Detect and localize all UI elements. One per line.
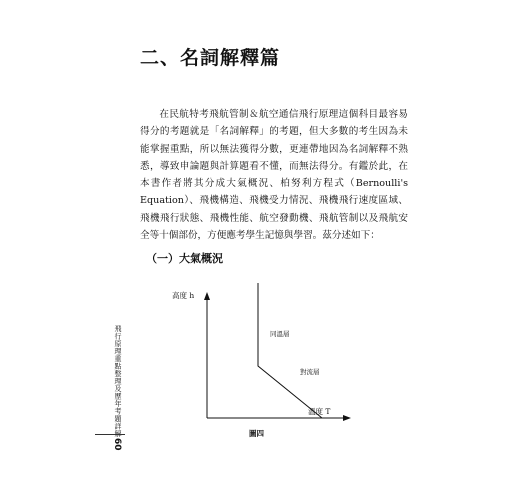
intro-line-5: 者將其分成大氣概況、柏努利方程式（Bernoulli's Equation）、飛 [140,178,409,207]
temperature-profile-curve [258,283,322,418]
intro-line-6: 機構造、飛機受力情況、飛機飛行速度區域、飛機飛行狀態、 [140,195,409,224]
x-axis-arrowhead [343,415,351,421]
running-head: 飛行原理重點整理及歷年考題詳解 [114,325,122,438]
lower-layer-label: 對流層 [300,368,320,376]
intro-line-1: 在民航特考飛航管制＆航空通信飛行原理這個科目最容易 [159,109,408,120]
atmosphere-diagram [160,278,360,428]
page-number: 60 [112,438,122,451]
intro-line-3: 掌握重點，所以無法獲得分數，更連帶地因為名詞解釋不熟悉， [140,143,409,172]
intro-line-2: 得分的考題就是「名詞解釋」的考題，但大多數的考生因為未能 [140,126,408,155]
intro-line-7: 飛機性能、航空發動機、飛航管制以及飛航安全等十個部份， [140,212,409,242]
intro-paragraph [140,106,408,244]
figure-caption: 圖四 [249,429,264,438]
margin-divider [95,434,125,435]
y-axis-label: 高度 h [172,291,195,300]
intro-line-4: 導致申論題與計算題看不懂，而無法得分。有鑑於此，在本書作 [140,160,409,190]
y-axis-arrowhead [204,292,210,300]
chapter-title: 二、名詞解釋篇 [140,47,281,69]
x-axis-label: 溫度 T [308,407,331,416]
upper-layer-label: 同溫層 [270,330,290,338]
intro-line-8: 方便應考學生記憶與學習。茲分述如下： [207,230,380,242]
section-heading: （一）大氣概況 [146,252,223,265]
